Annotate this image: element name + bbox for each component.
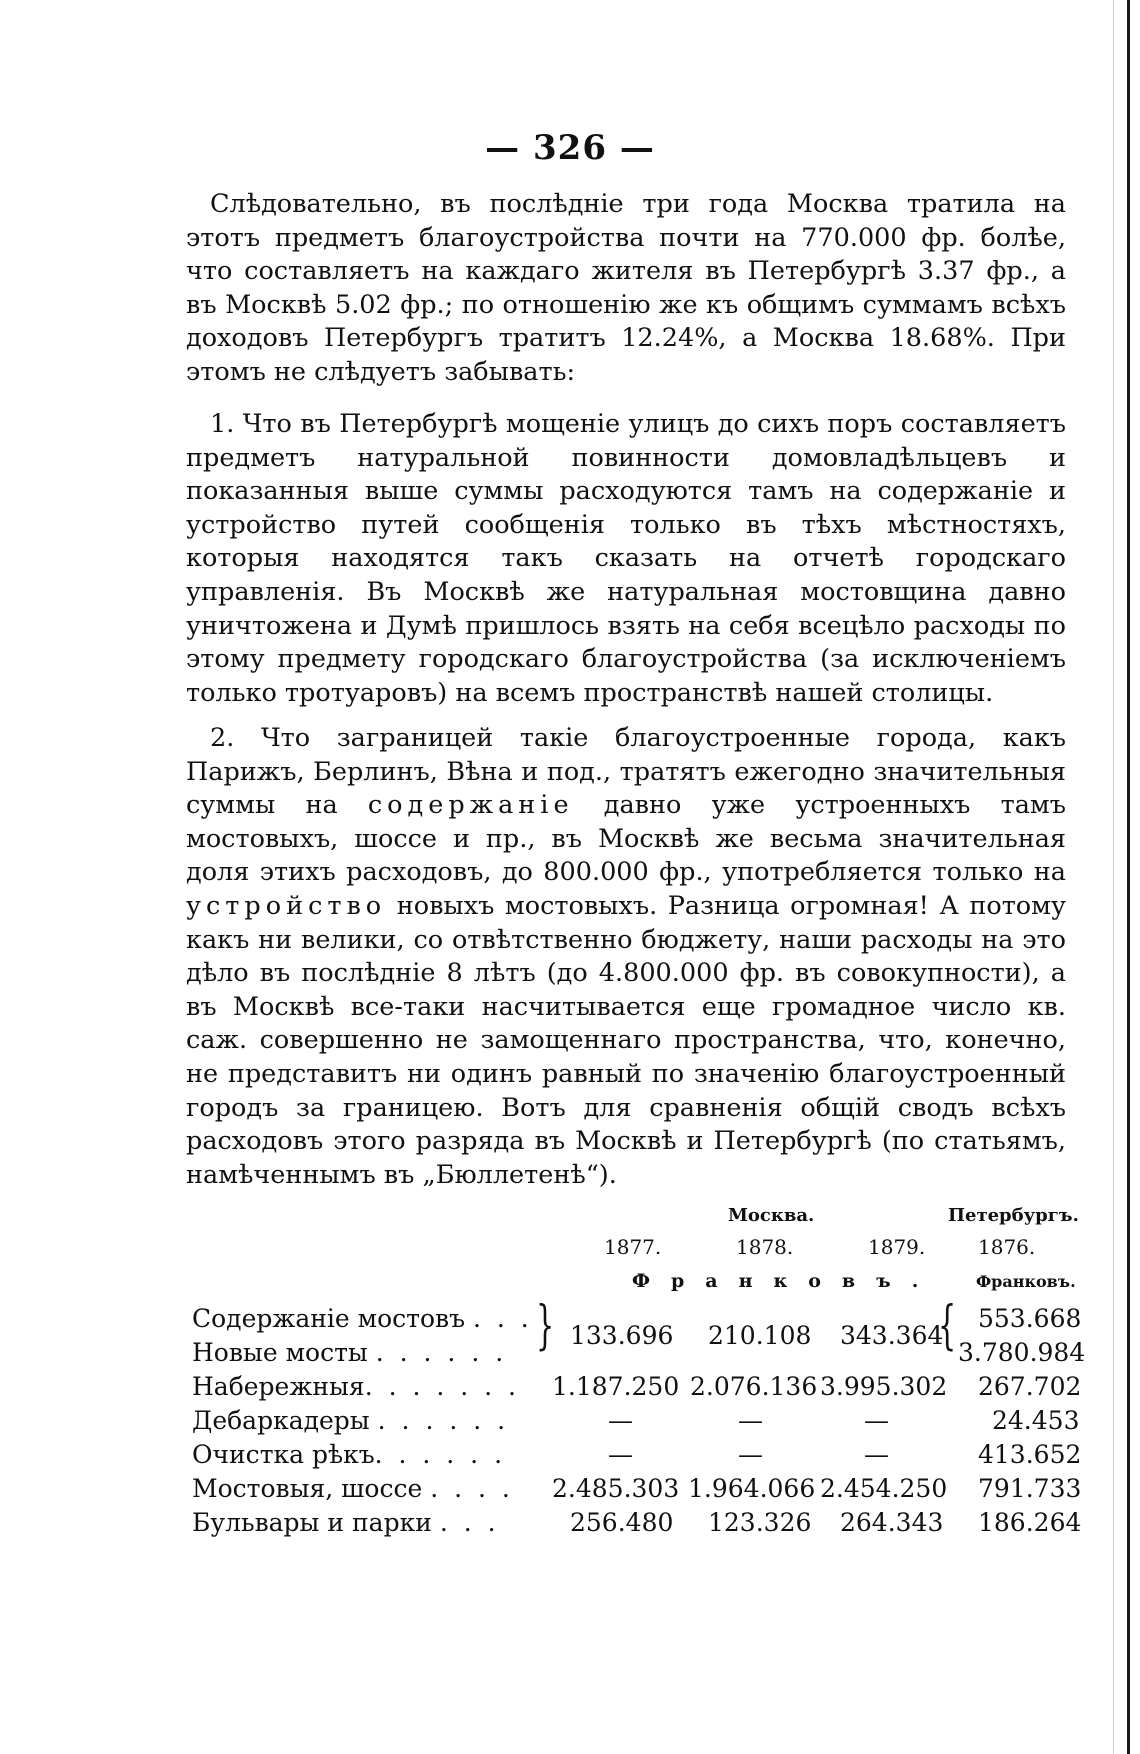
row-label-landing-stages [192,1406,509,1435]
cell-landing-1879: — [864,1406,889,1435]
row-label-river-cleaning-text: Очистка рѣкъ [192,1440,375,1469]
page-number: — 326 — [485,128,655,168]
cell-combined-1879: 343.364 [840,1321,944,1350]
cell-landing-1877: — [608,1406,633,1435]
header-unit-petersburg: Франковъ. [976,1272,1076,1291]
row-label-boulevards [192,1508,500,1537]
p2-part-2: давно уже устроенныхъ тамъ мостовыхъ, шоссе и пр., въ Москвѣ же весьма значительная доля этихъ расходовъ, до 800.000 фр., употребляется только на [186,790,1066,888]
p2-part-1: 2. Что заграницей такіе благоустроенные города, какъ Парижъ, Берлинъ, Вѣна и под., тратятъ ежегодно значительныя суммы на [186,723,1066,821]
row-leaders: . . . . . . . [364,1372,520,1401]
header-year-1879: 1879. [868,1235,926,1259]
row-label-landing-stages-text: Дебаркадеры [192,1406,370,1435]
row-leaders: . . . . [430,1474,514,1503]
row-label-maintenance-text: Содержаніе мостовъ [192,1304,466,1333]
cell-river-1879: — [864,1440,889,1469]
cell-landing-1876: 24.453 [992,1406,1080,1435]
cell-boulevards-1878: 123.326 [708,1508,812,1537]
cell-embankments-1877: 1.187.250 [552,1372,680,1401]
cell-landing-1878: — [738,1406,763,1435]
left-brace: } [536,1296,555,1356]
cell-combined-1878: 210.108 [708,1321,812,1350]
row-label-river-cleaning [192,1440,506,1469]
row-label-boulevards-text: Бульвары и парки [192,1508,432,1537]
row-label-pavements-text: Мостовыя, шоссе [192,1474,423,1503]
paragraph-point-1-text: 1. Что въ Петербургѣ мощеніе улицъ до сихъ поръ составляетъ предметъ натуральной повинности домовладѣльцевъ и показанныя выше суммы расходуются тамъ на содержаніе и устройство путей сообщенія только въ тѣхъ мѣстностяхъ, которыя находятся такъ сказать на отчетѣ городскаго управленія. Въ Москвѣ же натуральная мостовщина давно уничтожена и Думѣ пришлось взять на себя всецѣло расходы по этому предмету городскаго благоустройства (за исключеніемъ только тротуаровъ) на всемъ пространствѣ нашей столицы. [186,409,1066,708]
row-leaders: . . . [439,1508,500,1537]
right-brace: { [938,1296,957,1356]
p2-part-3: новыхъ мостовыхъ. Разница огромная! А потому какъ ни велики, со отвѣтственно бюджету, наши расходы на это дѣло въ послѣдніе 8 лѣтъ (до 4.800.000 фр. въ совокупности), а въ Москвѣ все-таки насчитывается еще громадное число кв. саж. совершенно не замощеннаго пространства, что, конечно, не представитъ ни одинъ равный по значенію благоустроенный городъ за границею. Вотъ для сравненія общій сводъ всѣхъ расходовъ этого разряда въ Москвѣ и Петербургѣ (по статьямъ, намѣченнымъ въ „Бюллетенѣ“). [186,890,1066,1190]
row-leaders: . . . . . . [377,1406,510,1435]
header-moscow: Москва. [728,1205,815,1226]
row-leaders: . . . [473,1304,533,1333]
cell-embankments-1876: 267.702 [978,1372,1082,1401]
cell-pavements-1879: 2.454.250 [820,1474,948,1503]
cell-maintenance-1876: 553.668 [978,1304,1082,1333]
row-label-maintenance [192,1304,533,1333]
cell-combined-1877: 133.696 [570,1321,674,1350]
cell-pavements-1878: 1.964.066 [688,1474,816,1503]
row-label-new-bridges-text: Новые мосты [192,1338,368,1367]
row-label-new-bridges [192,1338,507,1367]
cell-boulevards-1879: 264.343 [840,1508,944,1537]
header-year-1876: 1876. [978,1235,1036,1259]
cell-boulevards-1877: 256.480 [570,1508,674,1537]
header-year-1877: 1877. [604,1235,662,1259]
paragraph-intro-text: Слѣдовательно, въ послѣдніе три года Москва тратила на этотъ предметъ благоустройства почти на 770.000 фр. болѣе, что составляетъ на каждаго жителя въ Петербургѣ 3.37 фр., а въ Москвѣ 5.02 фр.; по отношенію же къ общимъ суммамъ всѣхъ доходовъ Петербургъ тратитъ 12.24%, а Москва 18.68%. При этомъ не слѣдуетъ забывать: [186,189,1066,387]
cell-embankments-1879: 3.995.302 [820,1372,948,1401]
cell-pavements-1876: 791.733 [978,1474,1082,1503]
p2-emphasis-maintenance: содержаніе [367,790,574,821]
row-label-embankments [192,1372,520,1401]
cell-boulevards-1876: 186.264 [978,1508,1082,1537]
cell-new-bridges-1876: 3.780.984 [958,1338,1086,1367]
p2-emphasis-construction: устройство [186,890,387,921]
row-label-pavements [192,1474,514,1503]
header-year-1878: 1878. [736,1235,794,1259]
row-leaders: . . . . . . [375,1338,508,1367]
cell-river-1878: — [738,1440,763,1469]
cell-river-1877: — [608,1440,633,1469]
row-label-embankments-text: Набережныя [192,1372,365,1401]
cell-embankments-1878: 2.076.136 [690,1372,818,1401]
header-unit-moscow: Франковъ. [632,1270,940,1292]
row-leaders: . . . . . . [374,1440,507,1469]
cell-river-1876: 413.652 [978,1440,1082,1469]
header-petersburg: Петербургъ. [948,1205,1079,1226]
cell-pavements-1877: 2.485.303 [552,1474,680,1503]
